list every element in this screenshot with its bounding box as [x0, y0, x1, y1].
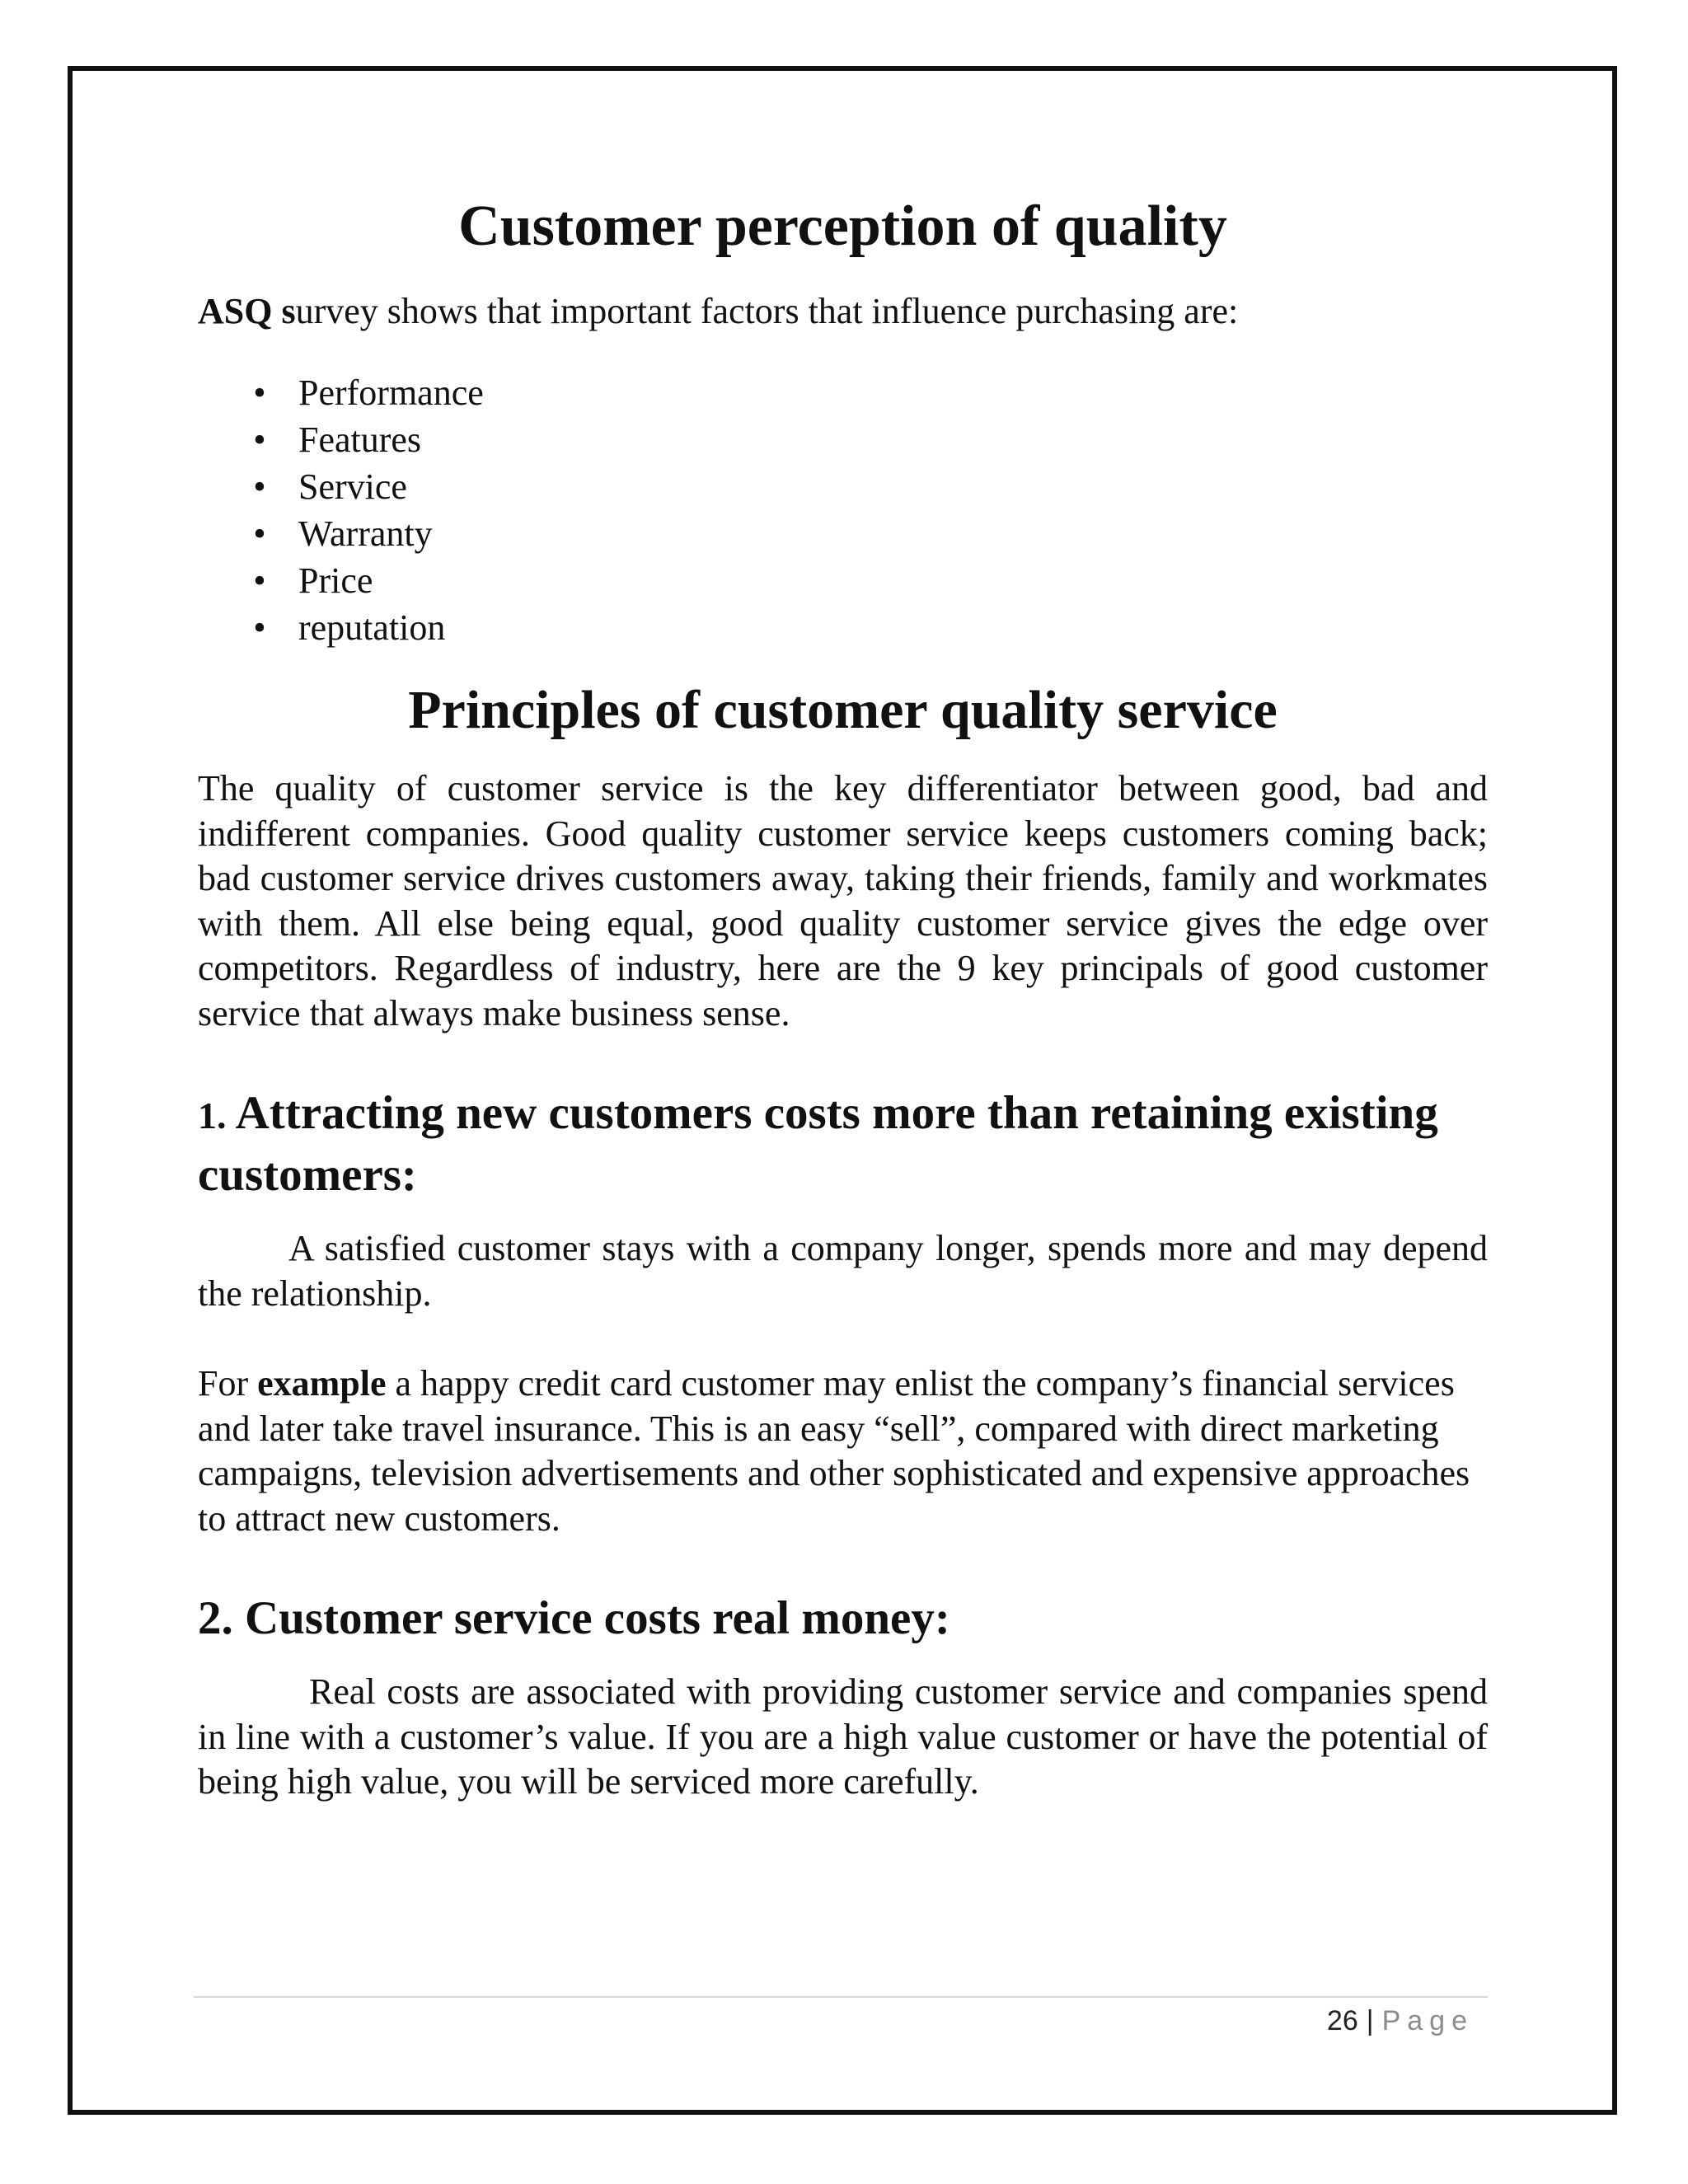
bullet-icon: •: [253, 373, 266, 413]
list-item-label: reputation: [298, 607, 446, 648]
factors-list: [198, 369, 1488, 651]
page-footer: [1327, 2003, 1474, 2039]
list-item: [198, 463, 1488, 510]
page-content: [198, 190, 1488, 1805]
list-item: [198, 369, 1488, 416]
list-item-label: Warranty: [298, 513, 433, 554]
bullet-icon: •: [253, 560, 266, 601]
list-item: [198, 510, 1488, 557]
list-item-label: Features: [298, 419, 422, 460]
principle-2-paragraph: Real costs are associated with providing customer service and companies spend in line with a customer’s value. If you are a high value customer or have the potential of being high value, you will be serviced more carefully.: [198, 1671, 1488, 1802]
example-bold: example: [257, 1363, 387, 1404]
principle-1-number: 1.: [198, 1094, 227, 1137]
bullet-icon: •: [253, 513, 266, 554]
intro-paragraph: [198, 288, 1488, 335]
list-item-label: Performance: [298, 373, 484, 413]
footer-separator: |: [1366, 2005, 1374, 2036]
list-item: [198, 604, 1488, 651]
intro-bold: ASQ s: [198, 291, 296, 331]
list-item-label: Price: [298, 560, 373, 601]
principle-1-heading-text: Attracting new customers costs more than retaining existing customers:: [198, 1087, 1438, 1201]
page-title: Customer perception of quality: [458, 194, 1227, 258]
principle-2-heading: 2. Customer service costs real money:: [198, 1592, 950, 1644]
example-lead: For: [198, 1363, 258, 1404]
intro-text: urvey shows that important factors that influence purchasing are:: [295, 291, 1239, 331]
list-item: [198, 557, 1488, 604]
principle-1-heading: [198, 1084, 1488, 1205]
list-item-label: Service: [298, 466, 407, 507]
example-text: a happy credit card customer may enlist the company’s financial services and later take travel insurance. This is an easy “sell”, compared with direct marketing campaigns, television advertisements and other sophisticated and expensive approaches to attract new customers.: [198, 1363, 1470, 1539]
bullet-icon: •: [253, 466, 266, 507]
footer-divider: [194, 1996, 1488, 1998]
page-number: 26: [1326, 2005, 1358, 2036]
list-item: [198, 416, 1488, 463]
section-heading: Principles of customer quality service: [408, 680, 1278, 740]
bullet-icon: •: [253, 607, 266, 648]
principle-1-paragraph: A satisfied customer stays with a company longer, spends more and may depend the relationship.: [198, 1228, 1488, 1314]
bullet-icon: •: [253, 419, 266, 460]
section-paragraph: The quality of customer service is the key differentiator between good, bad and indifferent companies. Good quality customer service keeps customers coming back; bad customer service drives customers away, taking their friends, family and workmates with them. All else being equal, good quality customer service gives the edge over competitors. Regardless of industry, here are the 9 key principals of good customer service that always make business sense.: [198, 768, 1488, 1033]
page-label: Page: [1381, 2005, 1474, 2036]
principle-1-example: [198, 1361, 1475, 1541]
